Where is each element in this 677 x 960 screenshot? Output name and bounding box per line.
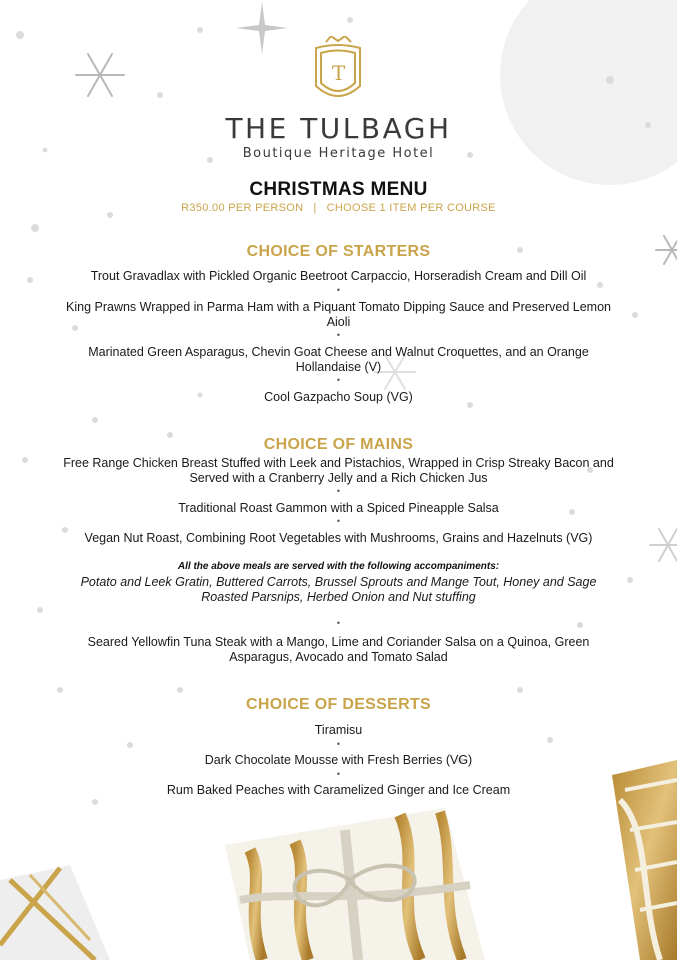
dessert-item: Rum Baked Peaches with Caramelized Ginger and Ice Cream — [166, 783, 511, 797]
separator-dot: • — [336, 516, 341, 526]
separator-dot: • — [336, 618, 341, 628]
menu-title: CHRISTMAS MENU — [249, 179, 428, 200]
separator-dot: • — [336, 486, 341, 496]
separator-dot: • — [336, 330, 341, 340]
desserts-heading: CHOICE OF DESSERTS — [246, 696, 431, 713]
separator-dot: • — [336, 375, 341, 385]
separator-dot: • — [336, 769, 341, 779]
separator-dot: • — [336, 285, 341, 295]
main-item: Seared Yellowfin Tuna Steak with a Mango, Lime and Coriander Salsa on a Quinoa, Green Asparagus, Avocado and Tomato Salad — [87, 635, 590, 664]
starter-item: Trout Gravadlax with Pickled Organic Beetroot Carpaccio, Horseradish Cream and Dill Oil — [90, 269, 587, 283]
logo-letter: T — [331, 61, 346, 85]
hotel-name: THE TULBAGH — [225, 112, 452, 145]
starter-item: King Prawns Wrapped in Parma Ham with a Piquant Tomato Dipping Sauce and Preserved Lemon Aioli — [66, 300, 611, 329]
mains-heading: CHOICE OF MAINS — [263, 436, 414, 453]
main-item: Traditional Roast Gammon with a Spiced Pineapple Salsa — [178, 501, 499, 515]
dessert-item: Tiramisu — [314, 723, 363, 737]
starters-heading: CHOICE OF STARTERS — [246, 243, 431, 260]
main-item: Vegan Nut Roast, Combining Root Vegetables with Mushrooms, Grains and Hazelnuts (VG) — [84, 531, 593, 545]
separator-dot: • — [336, 739, 341, 749]
accompaniments-title: All the above meals are served with the following accompaniments: — [177, 561, 500, 572]
starter-item: Cool Gazpacho Soup (VG) — [264, 390, 413, 404]
menu-subtitle: R350.00 PER PERSON | CHOOSE 1 ITEM PER COURSE — [181, 202, 496, 214]
dessert-item: Dark Chocolate Mousse with Fresh Berries (VG) — [204, 753, 473, 767]
hotel-tagline: Boutique Heritage Hotel — [242, 146, 435, 161]
accompaniments-text: Potato and Leek Gratin, Buttered Carrots, Brussel Sprouts and Mange Tout, Honey and Sage Roasted Parsnips, Herbed Onion and Nut stuffing — [80, 575, 597, 604]
starter-item: Marinated Green Asparagus, Chevin Goat Cheese and Walnut Croquettes, and an Orange Hollandaise (V) — [88, 345, 589, 374]
main-item: Free Range Chicken Breast Stuffed with Leek and Pistachios, Wrapped in Crisp Streaky Bacon and Served with a Cranberry Jelly and a Rich Chicken Jus — [63, 456, 614, 485]
hotel-logo — [0, 36, 677, 111]
crest-icon — [0, 36, 677, 106]
